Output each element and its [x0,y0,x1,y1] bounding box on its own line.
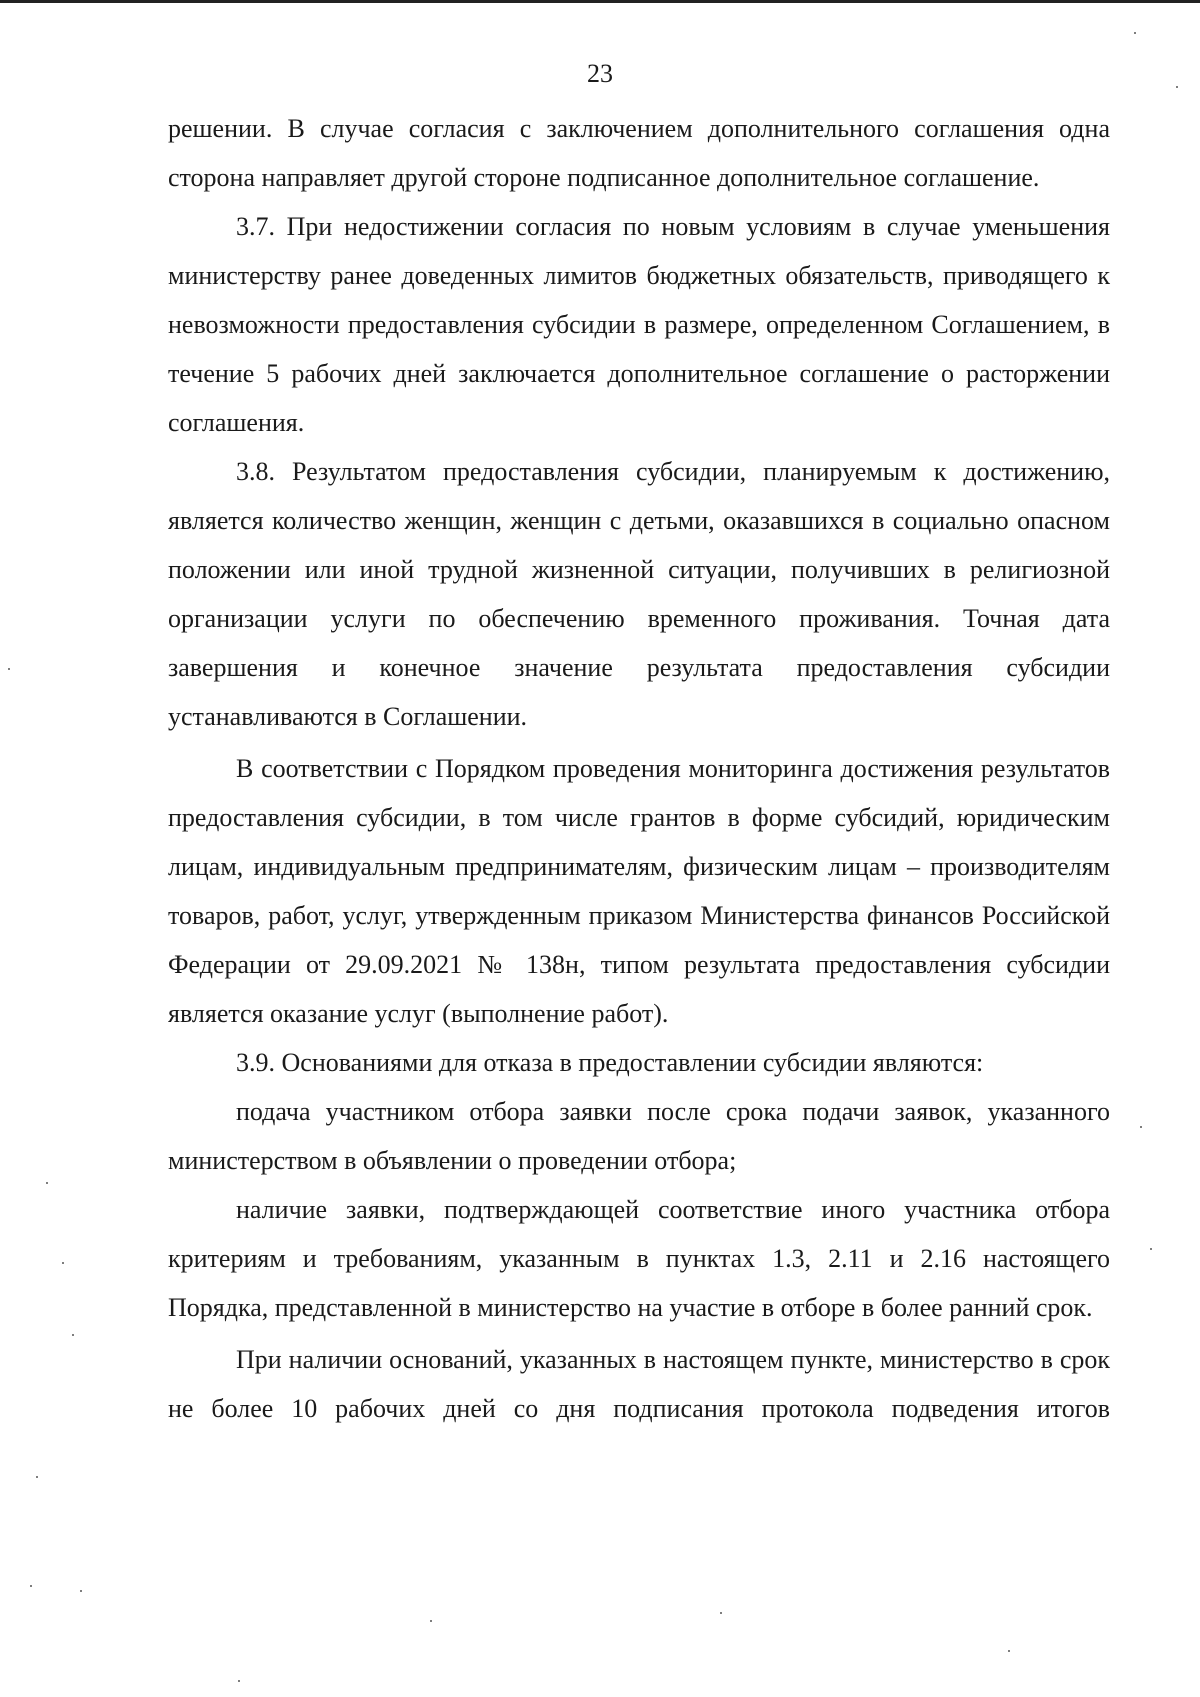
document-body [168,104,1110,1433]
paragraph-3-9-item-b: наличие заявки, подтверждающей соответствие иного участника отбора критериям и требованиям, указанным в пунктах 1.3, 2.11 и 2.16 настоящего Порядка, представленной в министерство на участие в отборе в более ранний срок. [168,1195,1110,1322]
paragraph-grounds: При наличии оснований, указанных в настоящем пункте, министерство в срок не более 10 рабочих дней со дня подписания протокола подведения итогов [168,1345,1110,1423]
paragraph-3-9-item-a: подача участником отбора заявки после срока подачи заявок, указанного министерством в объявлении о проведении отбора; [168,1097,1110,1175]
paragraph-3-9: 3.9. Основаниями для отказа в предоставлении субсидии являются: [236,1048,984,1077]
page-number: 23 [587,59,613,88]
page-top-border [0,0,1200,3]
paragraph-continuation: решении. В случае согласия с заключением дополнительного соглашения одна сторона направляет другой стороне подписанное дополнительное соглашение. [168,114,1110,192]
paragraph-3-7: 3.7. При недостижении согласия по новым условиям в случае уменьшения министерству ранее доведенных лимитов бюджетных обязательств, приводящего к невозможности предоставления субсидии в размере, определенном Соглашением, в течение 5 рабочих дней заключается дополнительное соглашение о расторжении соглашения. [168,212,1110,437]
paragraph-monitoring: В соответствии с Порядком проведения мониторинга достижения результатов предоставления субсидии, в том числе грантов в форме субсидий, юридическим лицам, индивидуальным предпринимателям, физическим лицам – производителям товаров, работ, услуг, утвержденным приказом Министерства финансов Российской Федерации от 29.09.2021 № 138н, типом результата предоставления субсидии является оказание услуг (выполнение работ). [168,754,1110,1028]
paragraph-3-8: 3.8. Результатом предоставления субсидии, планируемым к достижению, является количество женщин, женщин с детьми, оказавшихся в социально опасном положении или иной трудной жизненной ситуации, получивших в религиозной организации услуги по обеспечению временного проживания. Точная дата завершения и конечное значение результата предоставления субсидии устанавливаются в Соглашении. [168,457,1110,731]
